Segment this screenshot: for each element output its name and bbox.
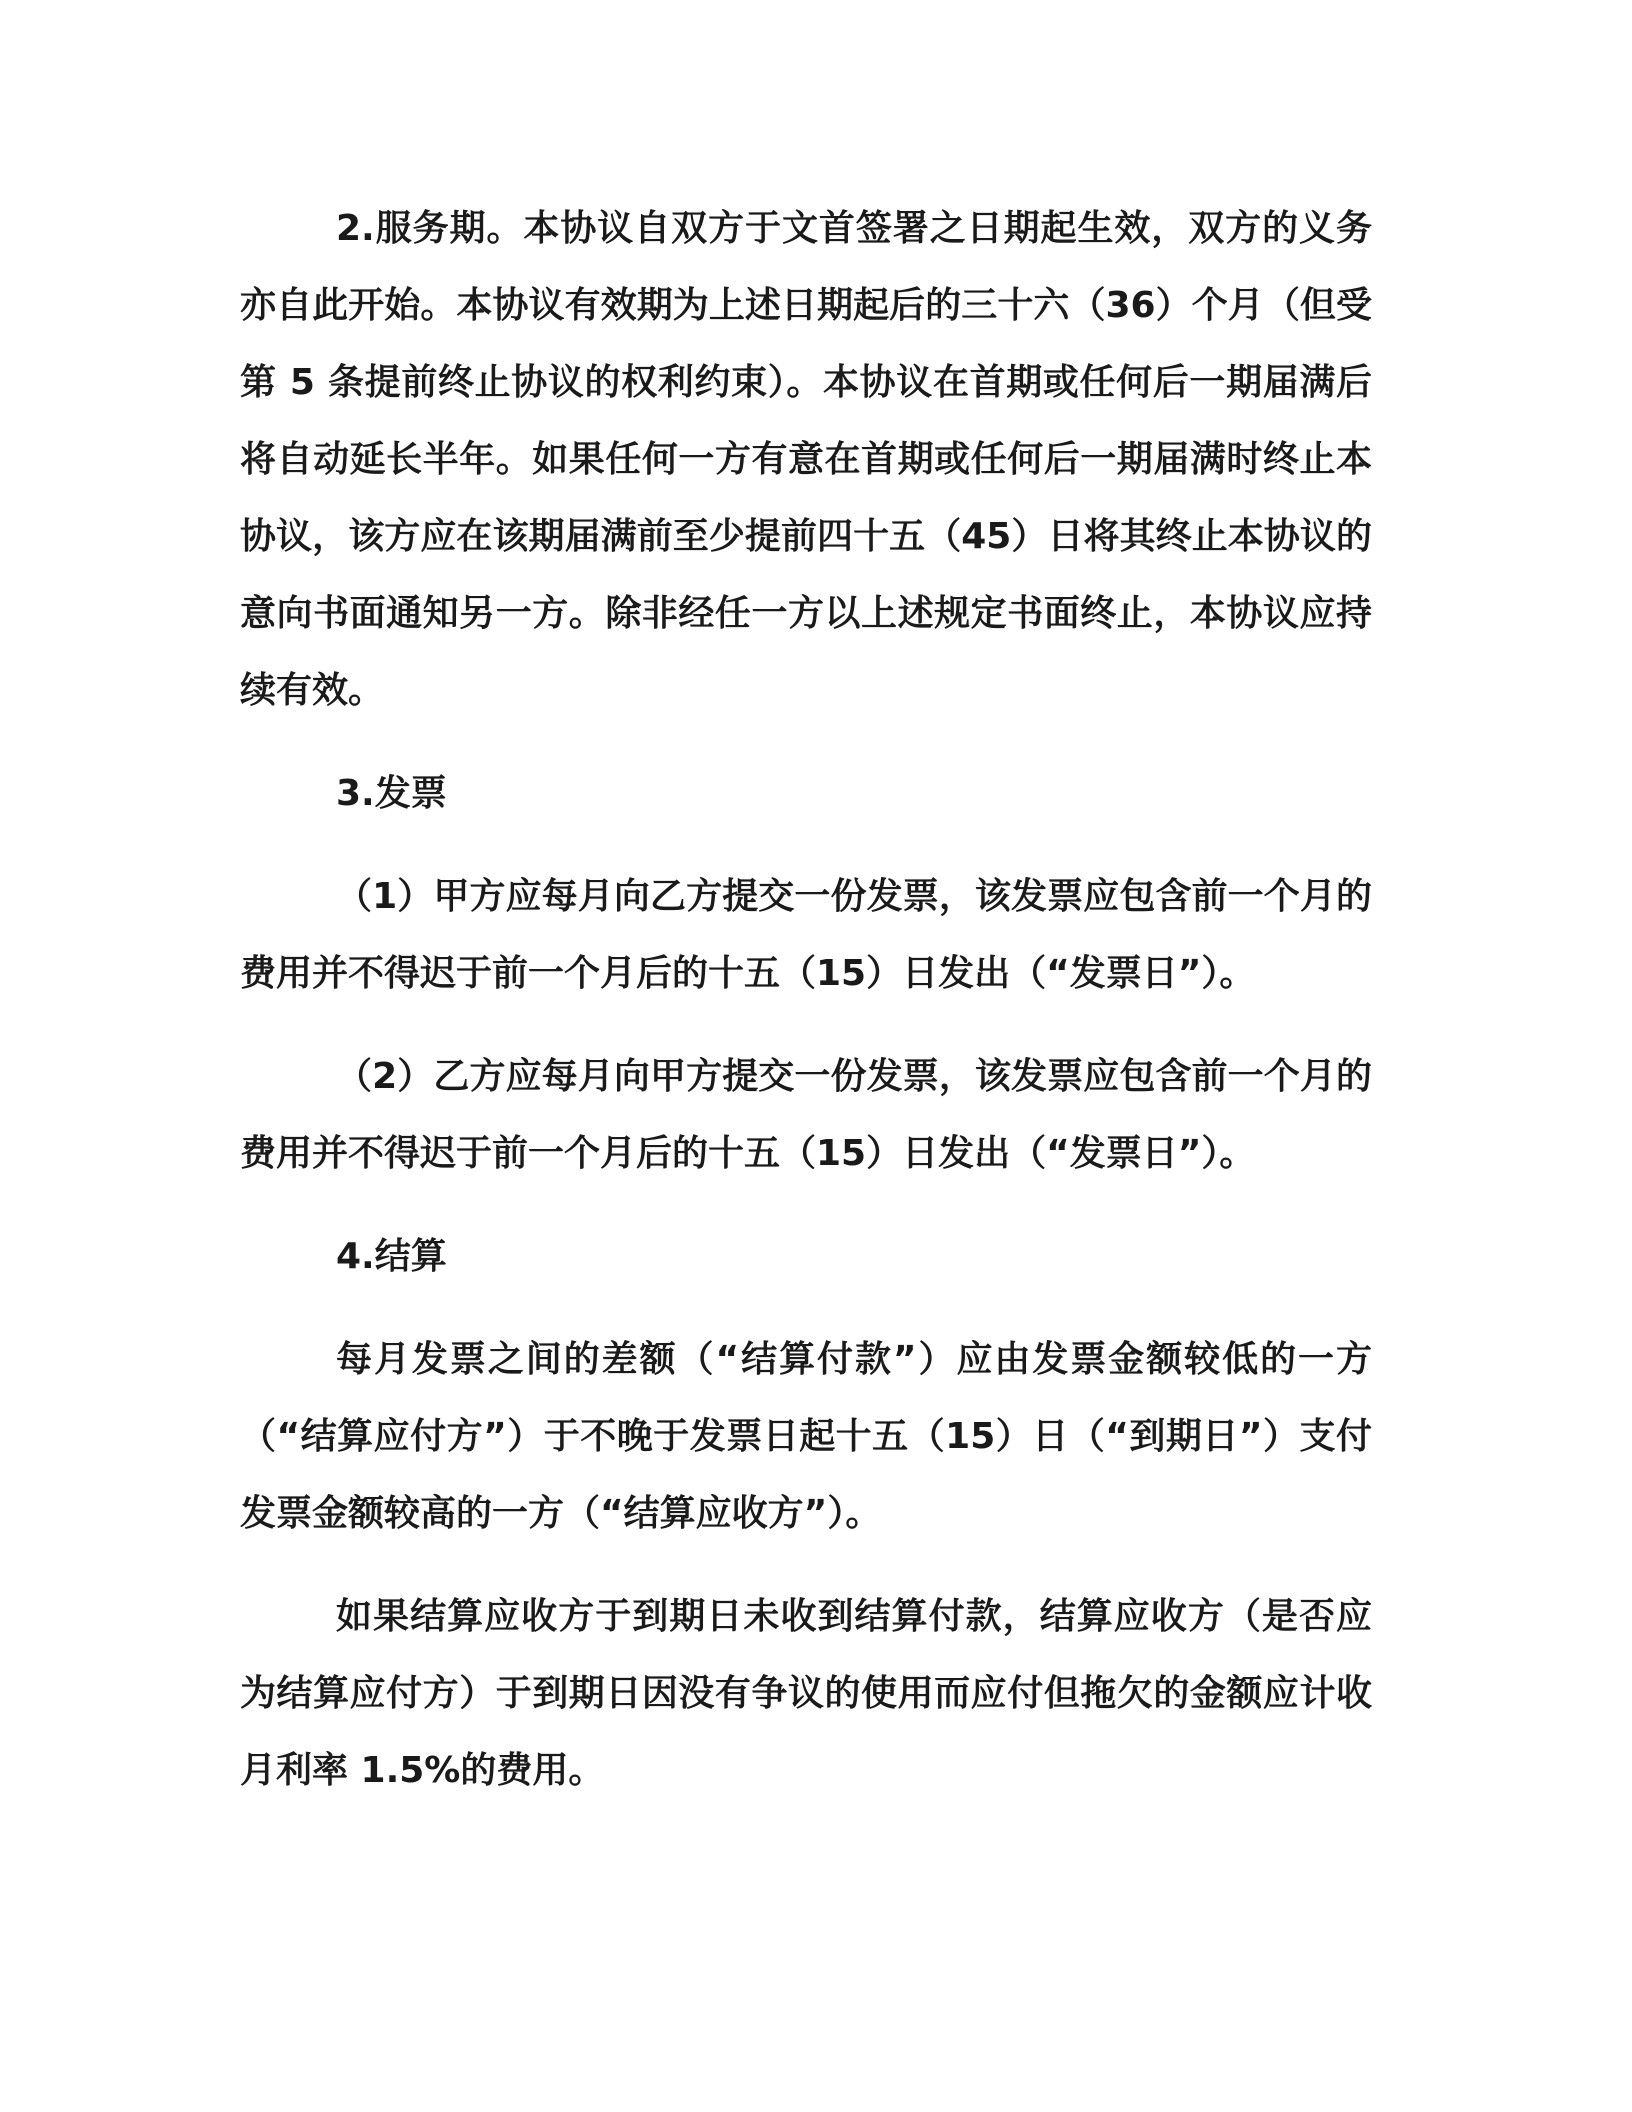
- section-3-paragraph-1: （1）甲方应每月向乙方提交一份发票，该发票应包含前一个月的费用并不得迟于前一个月后的十五（15）日发出（“发票日”）。: [240, 876, 1372, 994]
- document-page: [240, 190, 1372, 1809]
- section-4-paragraph-2: 如果结算应收方于到期日未收到结算付款，结算应收方（是否应为结算应付方）于到期日因没有争议的使用而应付但拖欠的金额应计收月利率 1.5%的费用。: [240, 1596, 1372, 1791]
- section-2-paragraph: 2.服务期。本协议自双方于文首签署之日期起生效，双方的义务亦自此开始。本协议有效期为上述日期起后的三十六（36）个月（但受第 5 条提前终止协议的权利约束）。本协议在首期或任何后一期届满后将自动延长半年。如果任何一方有意在首期或任何后一期届满时终止本协议，该方应在该期届满前至少提前四十五（45）日将其终止本协议的意向书面通知另一方。除非经任一方以上述规定书面终止，本协议应持续有效。: [240, 208, 1372, 711]
- section-3-heading: 3.发票: [336, 773, 447, 814]
- section-4-paragraph-1: 每月发票之间的差额（“结算付款”）应由发票金额较低的一方（“结算应付方”）于不晚于发票日起十五（15）日（“到期日”）支付发票金额较高的一方（“结算应收方”）。: [240, 1339, 1372, 1534]
- section-4-heading: 4.结算: [336, 1236, 447, 1277]
- section-3-paragraph-2: （2）乙方应每月向甲方提交一份发票，该发票应包含前一个月的费用并不得迟于前一个月后的十五（15）日发出（“发票日”）。: [240, 1056, 1372, 1174]
